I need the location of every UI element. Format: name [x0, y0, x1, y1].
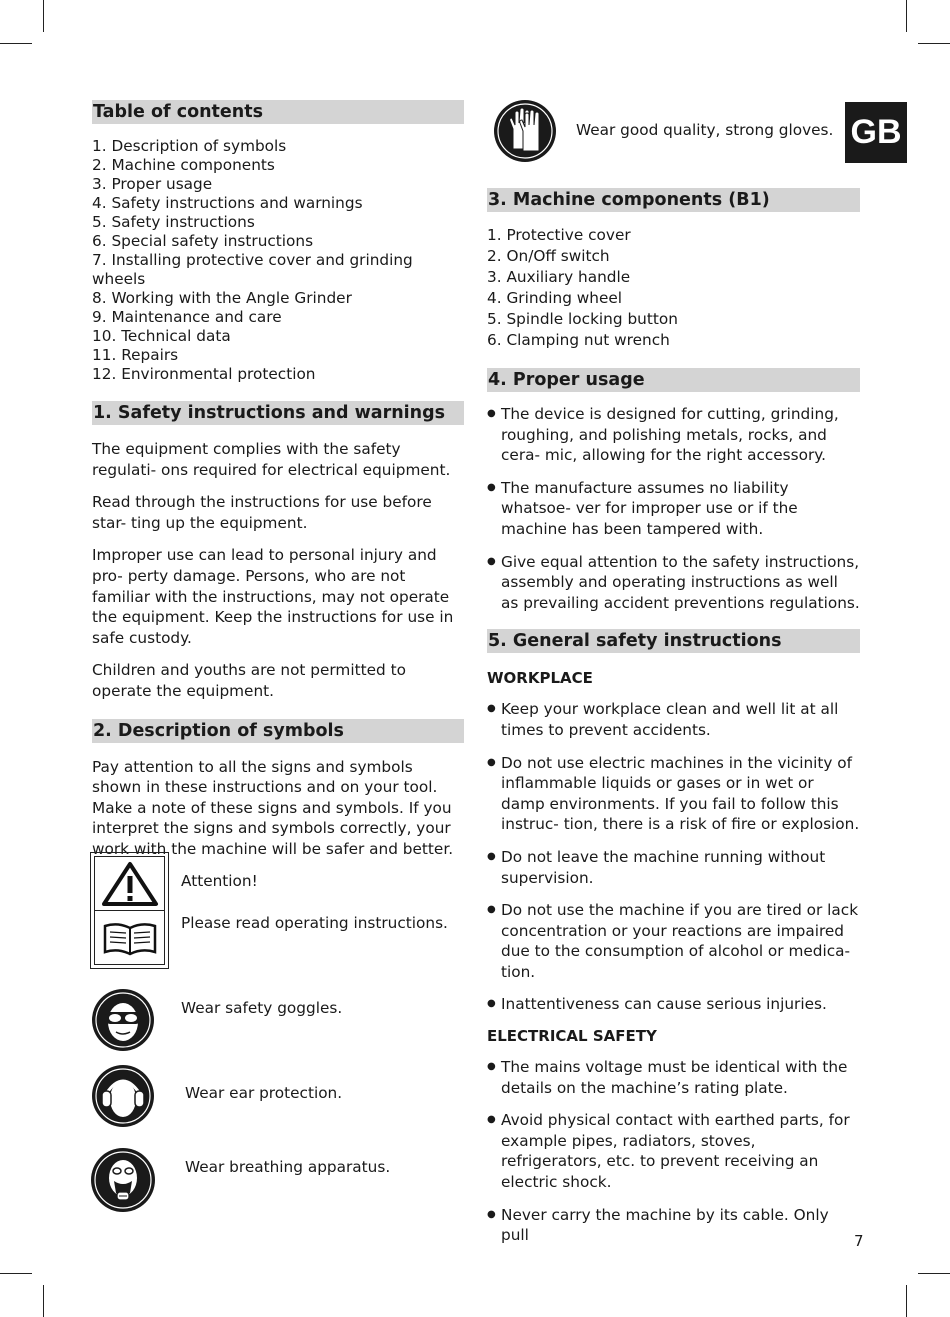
workplace-list [487, 699, 860, 1015]
list-item: 2. On/Off switch [487, 247, 610, 265]
toc-item: 3. Proper usage [92, 175, 213, 193]
symbol-attention-read-box [90, 852, 169, 969]
page-number: 7 [854, 1232, 864, 1250]
section5-heading: 5. General safety instructions [487, 629, 860, 653]
section1-para: Children and youths are not permitted to operate the equipment. [92, 661, 406, 700]
symbol-breathing-label: Wear breathing apparatus. [185, 1158, 391, 1176]
toc-item: 11. Repairs [92, 346, 179, 364]
list-item: 3. Auxiliary handle [487, 268, 631, 286]
list-item: ● Keep your workplace clean and well lit at all times to prevent accidents. [487, 699, 860, 740]
toc-item: 6. Special safety instructions [92, 232, 314, 250]
crop-mark [906, 0, 907, 32]
list-item: 5. Spindle locking button [487, 310, 678, 328]
electrical-subheading: ELECTRICAL SAFETY [487, 1027, 657, 1046]
workplace-subheading: WORKPLACE [487, 669, 593, 688]
crop-mark [918, 43, 950, 44]
crop-mark [918, 1273, 950, 1274]
toc-list [92, 137, 464, 384]
section4-heading: 4. Proper usage [487, 368, 860, 392]
usage-list [487, 404, 860, 613]
list-item: 1. Protective cover [487, 226, 631, 244]
electrical-list [487, 1057, 860, 1246]
language-badge: GB [845, 102, 907, 163]
section2-heading: 2. Description of symbols [92, 719, 464, 743]
components-list [487, 225, 860, 351]
list-item: ● Inattentiveness can cause serious injuries. [487, 994, 860, 1015]
toc-item: 10. Technical data [92, 327, 231, 345]
toc-item: 9. Maintenance and care [92, 308, 282, 326]
section1-heading: 1. Safety instructions and warnings [92, 401, 464, 425]
section1-para: Read through the instructions for use before star- ting up the equipment. [92, 493, 432, 532]
toc-heading: Table of contents [92, 100, 464, 124]
list-item: ● The device is designed for cutting, grinding, roughing, and polishing metals, rocks, and cera- mic, allowing for the right accessory. [487, 404, 860, 466]
section3-heading: 3. Machine components (B1) [487, 188, 860, 212]
toc-item: 7. Installing protective cover and grinding wheels [92, 251, 413, 288]
crop-mark [906, 1285, 907, 1317]
right-column [487, 188, 860, 1258]
section2-intro: Pay attention to all the signs and symbols shown in these instructions and on your tool. Make a note of these signs and symbols. If you interpret the signs and symbols correctly, your work with the machine will be safer and better. [92, 757, 454, 858]
crop-mark [0, 43, 32, 44]
list-item: ● Give equal attention to the safety instructions, assembly and operating instructions as well as prevailing accident preventions regulations. [487, 552, 860, 614]
section1-para: Improper use can lead to personal injury and pro- perty damage. Persons, who are not familiar with the instructions, may not operate the equipment. Keep the instructions for use in safe custody. [92, 546, 454, 647]
toc-item: 5. Safety instructions [92, 213, 255, 231]
toc-item: 12. Environmental protection [92, 365, 316, 383]
gloves-icon [493, 99, 557, 167]
symbol-gloves-label: Wear good quality, strong gloves. [576, 121, 834, 139]
list-item: ● Do not use electric machines in the vicinity of inflammable liquids or gases or in wet or damp environments. If you fail to follow this instruc- tion, there is a risk of fire or explosion. [487, 753, 860, 835]
list-item: ● The mains voltage must be identical with the details on the machine’s rating plate. [487, 1057, 860, 1098]
list-item: 6. Clamping nut wrench [487, 331, 670, 349]
left-column [92, 100, 464, 860]
list-item: ● The manufacture assumes no liability whatsoe- ver for improper use or if the machine has been tampered with. [487, 478, 860, 540]
list-item: ● Do not leave the machine running without supervision. [487, 847, 860, 888]
crop-mark [43, 0, 44, 32]
toc-item: 8. Working with the Angle Grinder [92, 289, 352, 307]
manual-book-icon [94, 911, 165, 965]
toc-item: 4. Safety instructions and warnings [92, 194, 363, 212]
crop-mark [0, 1273, 32, 1274]
list-item: ● Never carry the machine by its cable. Only pull [487, 1205, 860, 1246]
symbol-ear-label: Wear ear protection. [185, 1084, 343, 1102]
crop-mark [43, 1285, 44, 1317]
symbol-read-instructions-label: Please read operating instructions. [181, 914, 448, 932]
symbol-attention-label: Attention! [181, 872, 258, 890]
section1-para: The equipment complies with the safety regulati- ons required for electrical equipment. [92, 440, 451, 479]
list-item: ● Avoid physical contact with earthed parts, for example pipes, radiators, stoves, refrigerators, etc. to prevent receiving an electric shock. [487, 1110, 860, 1192]
safety-goggles-icon [91, 988, 155, 1056]
warning-icon [94, 856, 165, 911]
symbol-goggles-label: Wear safety goggles. [181, 999, 343, 1017]
list-item: 4. Grinding wheel [487, 289, 623, 307]
breathing-apparatus-icon [90, 1147, 156, 1217]
list-item: ● Do not use the machine if you are tired or lack concentration or your reactions are impaired due to the consumption of alcohol or medica- tion. [487, 900, 860, 982]
toc-item: 1. Description of symbols [92, 137, 287, 155]
ear-protection-icon [91, 1064, 155, 1132]
toc-item: 2. Machine components [92, 156, 275, 174]
